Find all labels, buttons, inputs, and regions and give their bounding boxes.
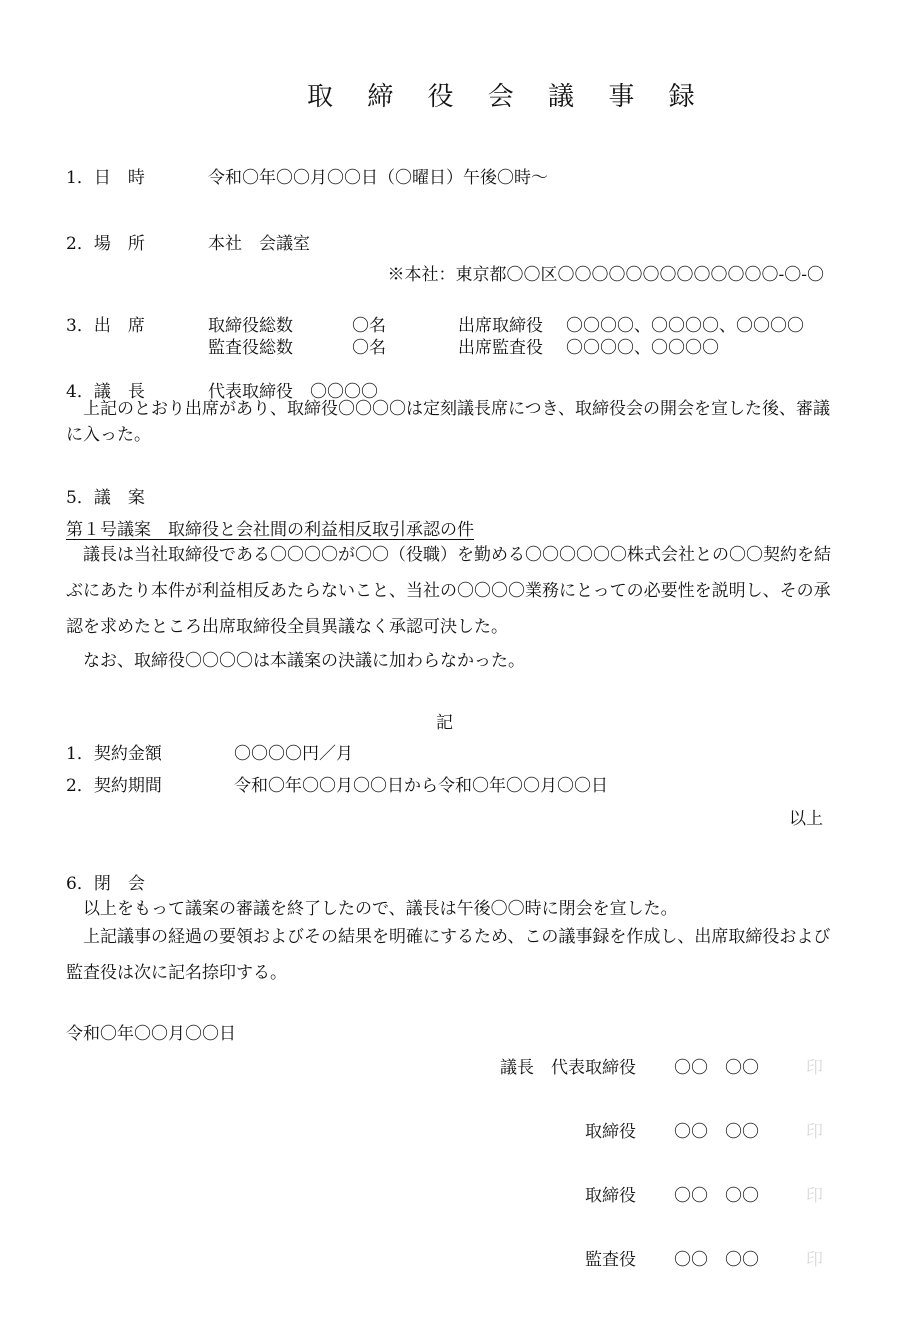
seal-mark: 印 <box>806 1058 823 1078</box>
end-mark: 以上 <box>789 809 823 829</box>
section-closing-label: 6．閉 会 <box>66 874 145 894</box>
agenda-item-title: 第１号議案 取締役と会社間の利益相反取引承認の件 <box>66 520 474 540</box>
contract-period-value: 令和〇年〇〇月〇〇日から令和〇年〇〇月〇〇日 <box>234 776 608 796</box>
signature-name: 〇〇 〇〇 <box>674 1250 759 1270</box>
closing-paragraph-1: 以上をもって議案の審議を終了したので、議長は午後〇〇時に閉会を宣した。 <box>83 899 678 919</box>
contract-period-label: 2．契約期間 <box>66 776 162 796</box>
seal-mark: 印 <box>806 1186 823 1206</box>
auditors-total-count: 〇名 <box>352 338 386 358</box>
attending-auditors-names: 〇〇〇〇、〇〇〇〇 <box>566 338 719 358</box>
section-datetime-label: 1．日 時 <box>66 168 145 188</box>
head-office-note: ※本社：東京都〇〇区〇〇〇〇〇〇〇〇〇〇〇〇〇-〇-〇 <box>387 265 824 285</box>
section-chair-value: 代表取締役 〇〇〇〇 <box>208 382 378 402</box>
signature-role: 取締役 <box>585 1122 636 1142</box>
auditors-total-label: 監査役総数 <box>208 338 293 358</box>
section-place-value: 本社 会議室 <box>208 234 310 254</box>
section-place-label: 2．場 所 <box>66 234 145 254</box>
attending-auditors-label: 出席監査役 <box>458 338 543 358</box>
directors-total-count: 〇名 <box>352 316 386 336</box>
signature-role: 取締役 <box>585 1186 636 1206</box>
section-chair-label: 4．議 長 <box>66 382 145 402</box>
section-agenda-label: 5．議 案 <box>66 488 145 508</box>
seal-mark: 印 <box>806 1250 823 1270</box>
attending-directors-names: 〇〇〇〇、〇〇〇〇、〇〇〇〇 <box>566 316 804 336</box>
directors-total-label: 取締役総数 <box>208 316 293 336</box>
document-date: 令和〇年〇〇月〇〇日 <box>66 1024 236 1044</box>
signature-name: 〇〇 〇〇 <box>674 1186 759 1206</box>
section-attendance-label: 3．出 席 <box>66 316 145 336</box>
contract-amount-value: 〇〇〇〇円／月 <box>234 744 353 764</box>
closing-paragraph-2: 上記議事の経過の要領およびその結果を明確にするため、この議事録を作成し、出席取締役および監査役は次に記名捺印する。 <box>66 927 831 983</box>
signature-role: 監査役 <box>585 1250 636 1270</box>
agenda-paragraph-1: 議長は当社取締役である〇〇〇〇が〇〇（役職）を勤める〇〇〇〇〇〇株式会社との〇〇契約を結ぶにあたり本件が利益相反あたらないこと、当社の〇〇〇〇業務にとっての必要性を説明し、その承認を求めたところ出席取締役全員異議なく承認可決した。 <box>66 545 831 637</box>
document-title: 取 締 役 会 議 事 録 <box>307 82 708 112</box>
section-datetime-value: 令和〇年〇〇月〇〇日（〇曜日）午後〇時～ <box>208 168 548 188</box>
attending-directors-label: 出席取締役 <box>458 316 543 336</box>
chair-paragraph: 上記のとおり出席があり、取締役〇〇〇〇は定刻議長席につき、取締役会の開会を宣した後、審議に入った。 <box>66 399 830 445</box>
agenda-paragraph-2: なお、取締役〇〇〇〇は本議案の決議に加わらなかった。 <box>83 651 525 671</box>
ki-mark: 記 <box>436 713 453 733</box>
contract-amount-label: 1．契約金額 <box>66 744 162 764</box>
signature-name: 〇〇 〇〇 <box>674 1122 759 1142</box>
signature-role: 議長 代表取締役 <box>500 1058 636 1078</box>
seal-mark: 印 <box>806 1122 823 1142</box>
signature-name: 〇〇 〇〇 <box>674 1058 759 1078</box>
